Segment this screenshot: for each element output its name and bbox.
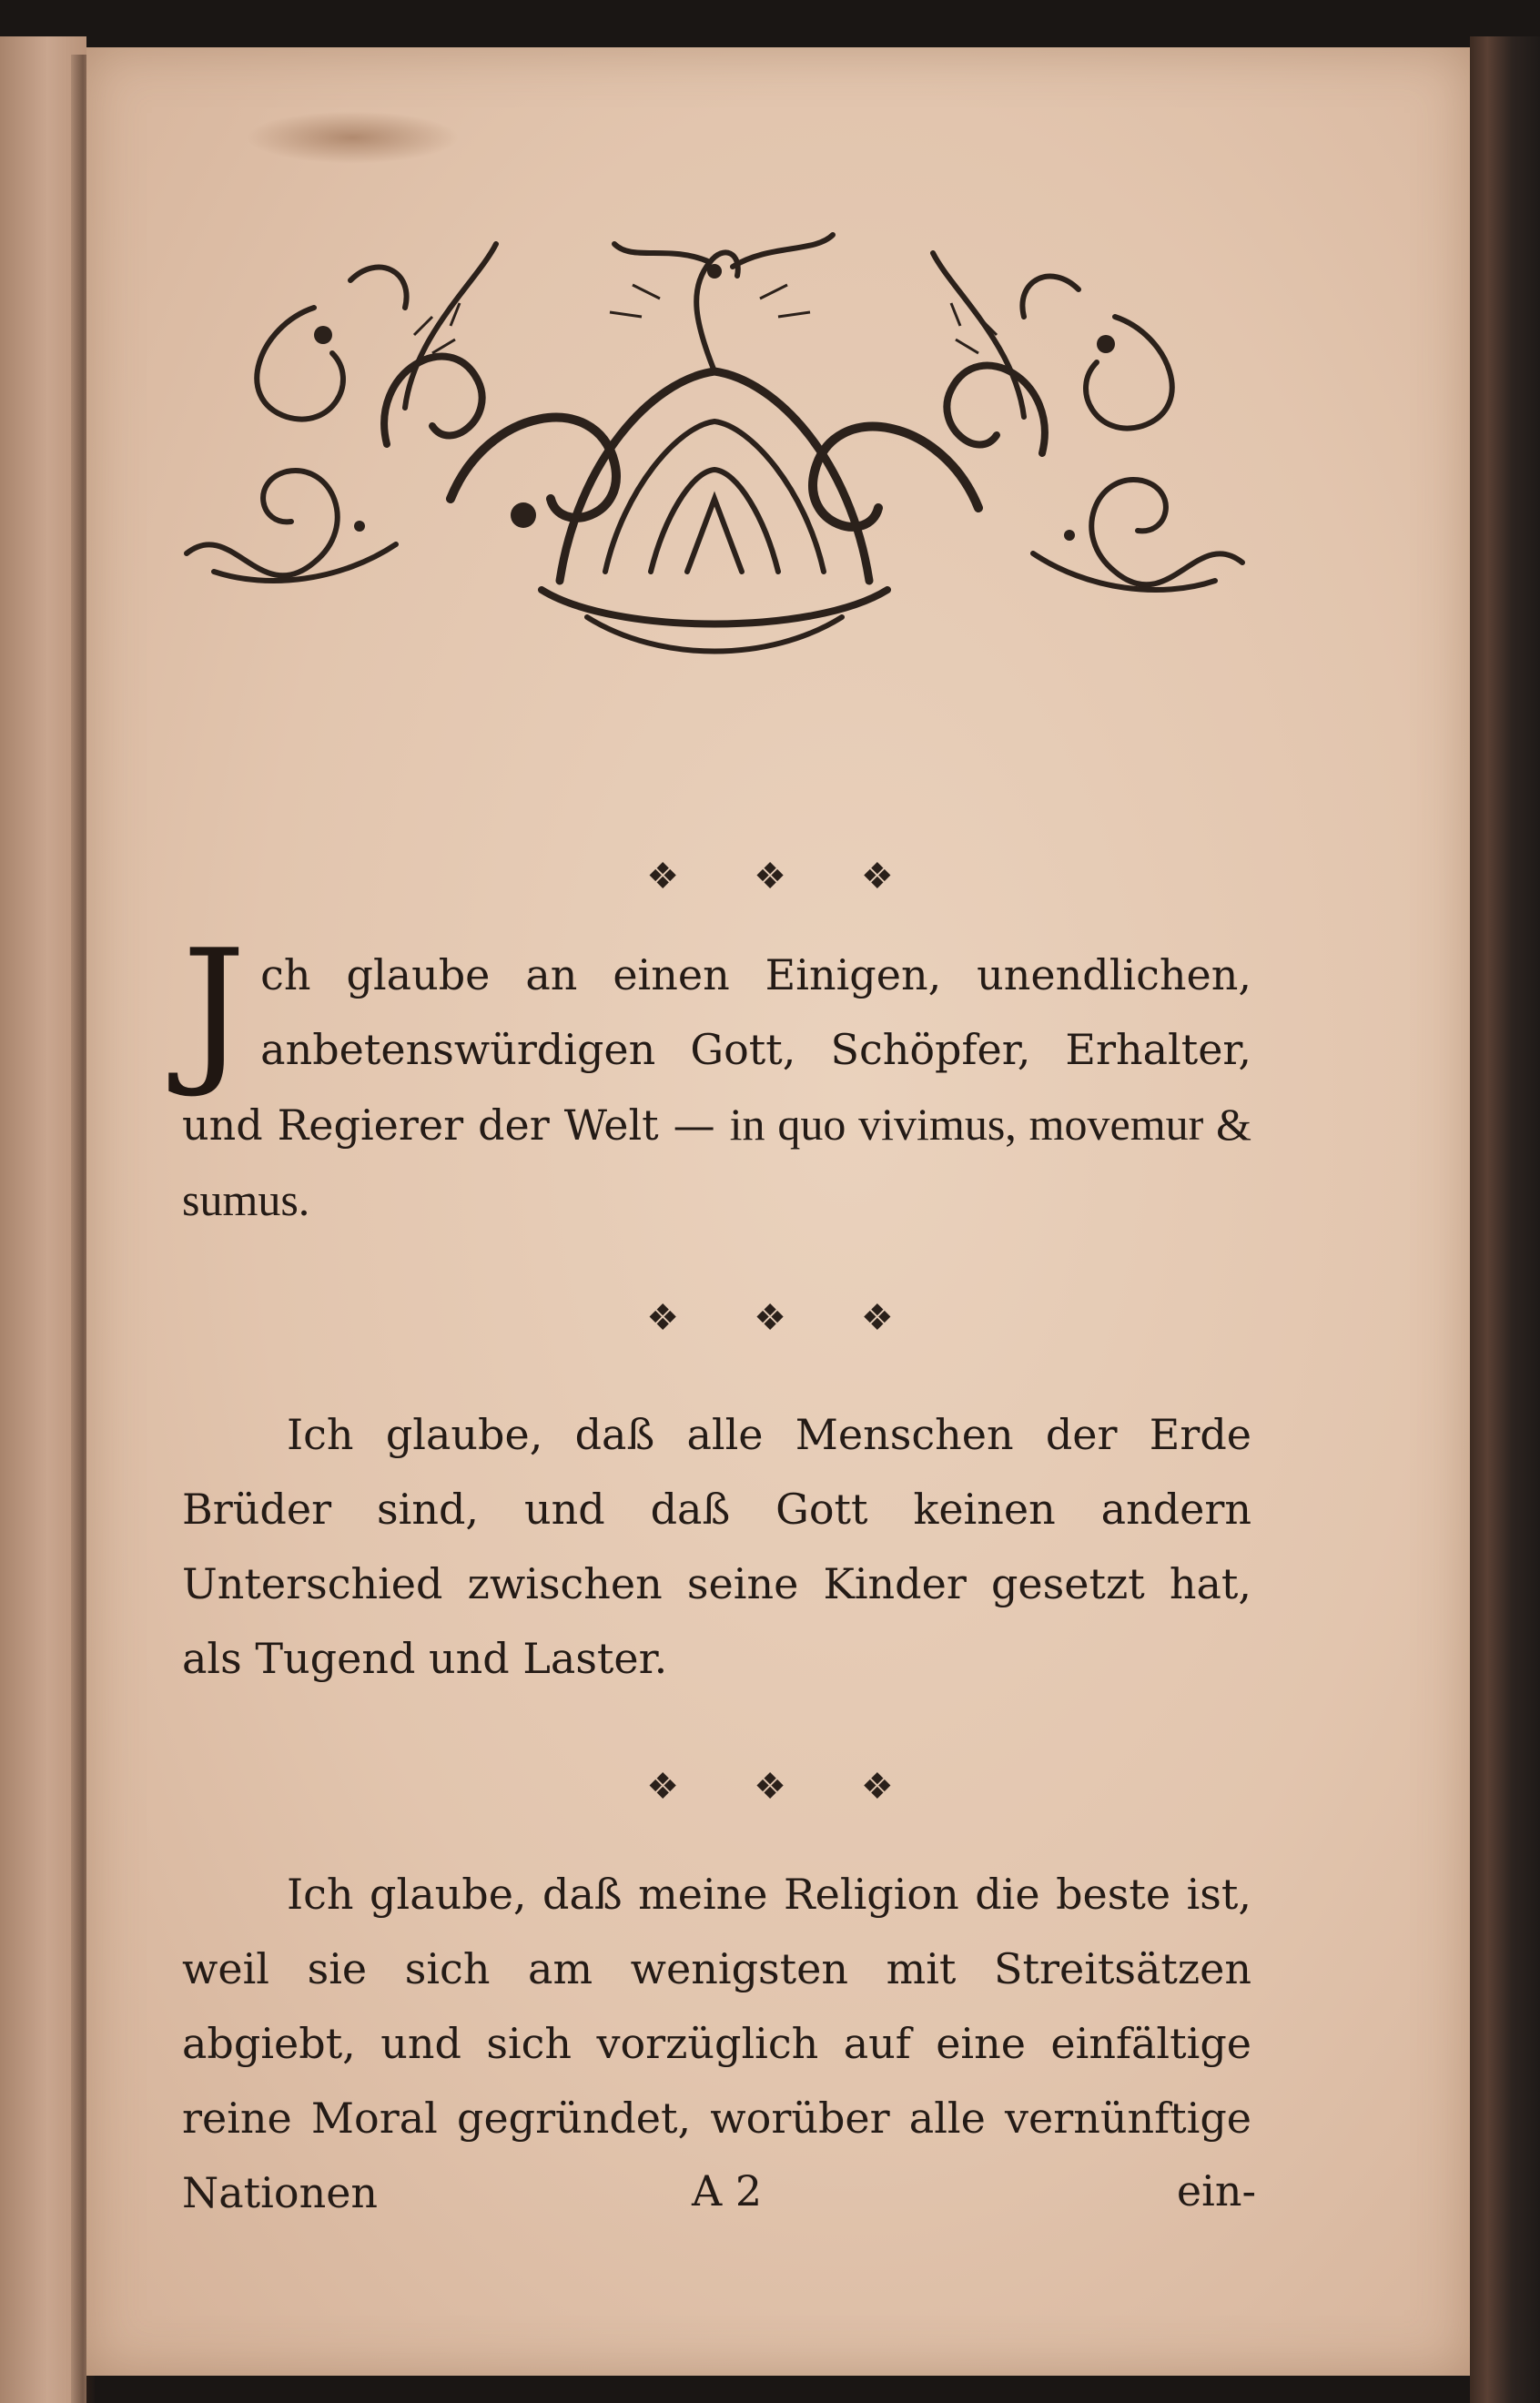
paragraph-2-text: Ich glaube, daß alle Menschen der Erde Brüder sind, und daß Gott keinen andern Unterschied zwischen seine Kinder gesetzt hat, als Tugend und Laster. [182, 1410, 1251, 1683]
book-binding-edge [1470, 36, 1540, 2403]
diamond-ornament-icon: ❖❖❖ [646, 1766, 968, 1808]
signature-mark: A 2 [692, 2166, 763, 2215]
ornament-divider-2 [0, 1297, 1540, 1339]
ornament-divider-3 [0, 1766, 1540, 1808]
catchword: ein- [1176, 2166, 1256, 2215]
page-footer [182, 2166, 1265, 2230]
rococo-vignette-icon [177, 226, 1251, 681]
paragraph-creed-brotherhood [182, 1397, 1251, 1696]
paragraph-1-german: ch glaube an einen Einigen, unendlichen, anbetenswürdigen Gott, Schöpfer, Erhalter, und Regierer der Welt — [182, 950, 1251, 1150]
ornament-divider-1 [0, 856, 1540, 897]
paragraph-1-latin: in quo vivimus, movemur & sumus. [182, 1099, 1251, 1225]
paragraph-creed-god [182, 917, 1251, 1238]
diamond-ornament-icon: ❖❖❖ [646, 856, 968, 897]
diamond-ornament-icon: ❖❖❖ [646, 1297, 968, 1339]
paper-stain [246, 111, 460, 164]
paragraph-3-text: Ich glaube, daß meine Religion die beste ist, weil sie sich am wenigsten mit Streitsätzen abgiebt, und sich vorzüglich auf eine einfältige reine Moral gegründet, worüber alle vernünftige Nationen [182, 1870, 1251, 2217]
drop-cap: J [182, 917, 247, 1101]
